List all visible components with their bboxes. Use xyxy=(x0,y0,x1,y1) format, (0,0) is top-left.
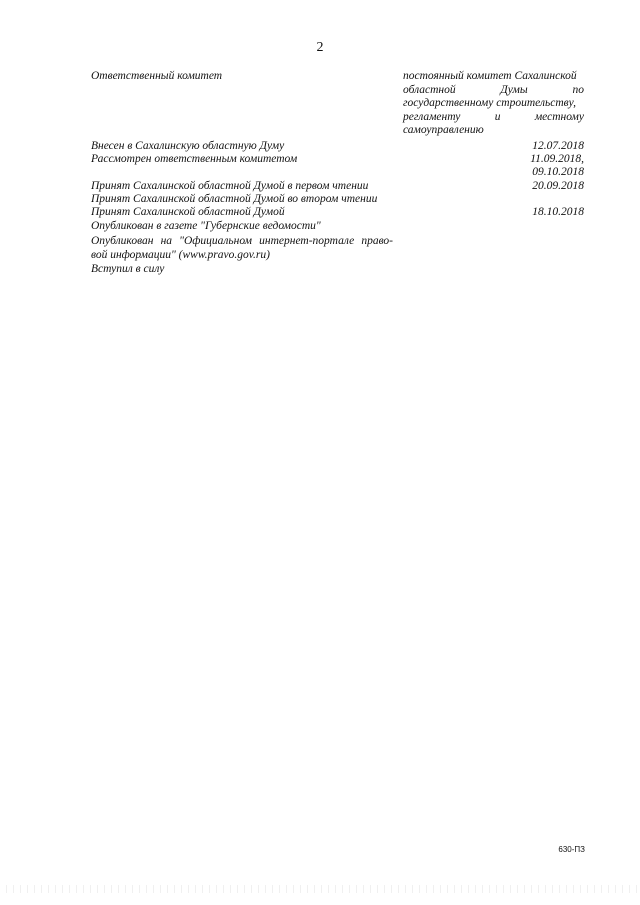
committee-name-line: самоуправлению xyxy=(403,124,484,136)
entry-date: 09.10.2018 xyxy=(532,166,584,178)
entry-label: Опубликован в газете "Губернские ведомости" xyxy=(91,220,321,232)
committee-name-line: регламенту и местному xyxy=(403,110,584,123)
published-portal-line: Опубликован на "Официальном интернет-портале право- xyxy=(91,235,393,247)
committee-name-line: постоянный комитет Сахалинской xyxy=(403,70,577,82)
entry-date: 12.07.2018 xyxy=(532,140,584,152)
entry-date: 11.09.2018, xyxy=(530,153,584,165)
committee-name-line: государственному строительству, xyxy=(403,97,577,109)
entered-into-force-label: Вступил в силу xyxy=(91,263,165,275)
page-number: 2 xyxy=(316,40,324,55)
committee-name-line: областной Думы по xyxy=(403,83,584,96)
scan-noise-strip xyxy=(0,885,640,893)
entry-label: Рассмотрен ответственным комитетом xyxy=(91,153,298,165)
entry-label: Принят Сахалинской областной Думой в первом чтении xyxy=(91,180,369,192)
entry-date: 20.09.2018 xyxy=(532,180,584,192)
entry-label: Внесен в Сахалинскую областную Думу xyxy=(91,140,285,152)
responsible-committee-label: Ответственный комитет xyxy=(91,70,223,82)
entry-label: Принят Сахалинской областной Думой xyxy=(91,206,285,218)
entry-label: Принят Сахалинской областной Думой во втором чтении xyxy=(91,193,378,205)
responsible-committee-name xyxy=(403,70,584,138)
footer-document-code: 630-ПЗ xyxy=(558,845,585,854)
published-portal-line: вой информации" (www.pravo.gov.ru) xyxy=(91,248,270,261)
published-portal-entry xyxy=(91,235,393,262)
entry-date: 18.10.2018 xyxy=(532,206,584,218)
